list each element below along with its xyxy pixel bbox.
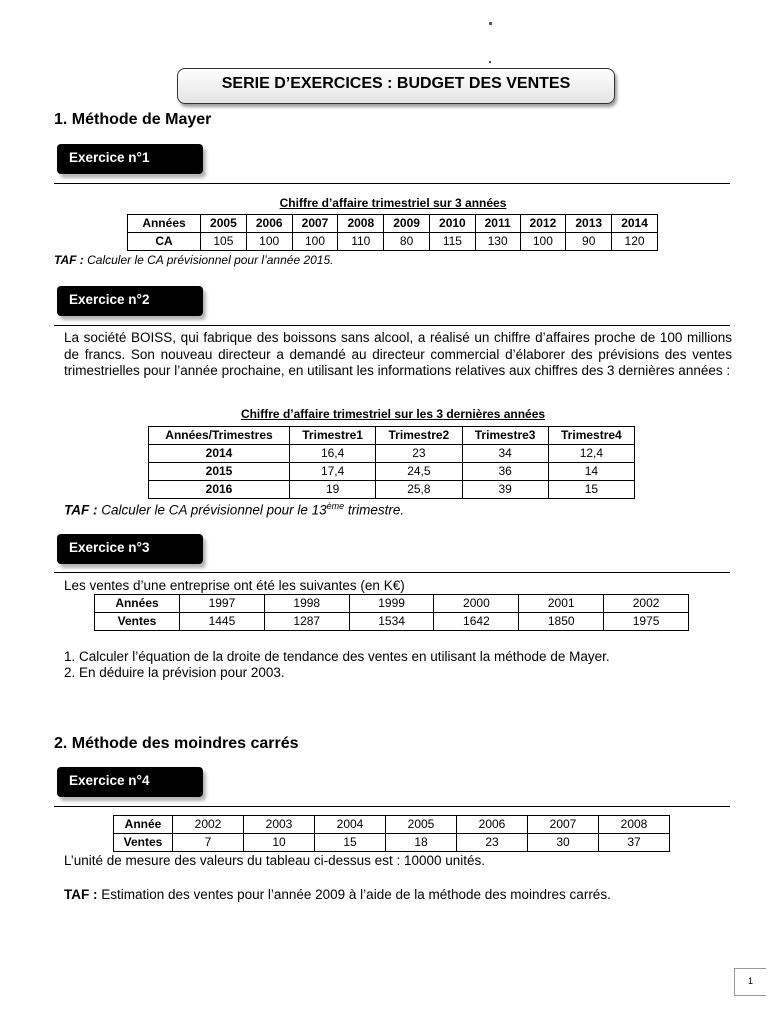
table-cell: 12,4 [548, 445, 634, 463]
table-cell: 25,8 [376, 481, 462, 499]
table-cell: 16,4 [290, 445, 376, 463]
exercise-3-question-2: 2. En déduire la prévision pour 2003. [64, 665, 285, 680]
table-cell: 2007 [292, 215, 338, 233]
table-cell: Trimestre3 [462, 427, 548, 445]
table-row [114, 834, 670, 852]
exercise-2-table-caption: Chiffre d’affaire trimestriel sur les 3 dernières années [240, 407, 546, 421]
taf-text-end: trimestre. [344, 502, 405, 518]
exercise-3-table [94, 594, 689, 631]
table-cell: Année [114, 816, 173, 834]
page-number: 1 [734, 968, 766, 996]
table-cell: 2015 [149, 463, 290, 481]
table-cell: 2001 [519, 595, 604, 613]
taf-label: TAF : [64, 502, 98, 518]
table-cell: 2014 [149, 445, 290, 463]
table-cell: 2008 [338, 215, 384, 233]
table-cell: 1534 [349, 613, 434, 631]
table-cell: Années/Trimestres [149, 427, 290, 445]
table-cell: 130 [475, 233, 520, 251]
exercise-1-table [127, 214, 658, 251]
table-cell: 7 [173, 834, 244, 852]
table-cell: 39 [462, 481, 548, 499]
section-heading-mayer: 1. Méthode de Mayer [54, 111, 212, 128]
table-row [149, 463, 635, 481]
table-cell: 2008 [599, 816, 670, 834]
taf-text: Calculer le CA prévisionnel pour le 13 [101, 502, 327, 518]
table-cell: Ventes [95, 613, 180, 631]
table-cell: 36 [462, 463, 548, 481]
table-row [149, 445, 635, 463]
table-cell: 15 [315, 834, 386, 852]
page-title: SERIE D’EXERCICES : BUDGET DES VENTES [177, 68, 615, 104]
table-cell: 2006 [246, 215, 292, 233]
exercise-2-task [64, 501, 404, 518]
table-cell: 2002 [173, 816, 244, 834]
decorative-mark [489, 61, 491, 63]
table-row [149, 481, 635, 499]
table-cell: 2000 [434, 595, 519, 613]
taf-text: Calculer le CA prévisionnel pour l’année 2015. [87, 253, 334, 267]
section-heading-least-squares: 2. Méthode des moindres carrés [54, 735, 299, 752]
table-cell: 80 [384, 233, 430, 251]
table-cell: 23 [376, 445, 462, 463]
table-cell: 1997 [180, 595, 265, 613]
table-cell: 2005 [386, 816, 457, 834]
divider [54, 572, 730, 573]
table-cell: 115 [429, 233, 475, 251]
divider [54, 183, 730, 184]
table-cell: 30 [528, 834, 599, 852]
table-cell: 2002 [604, 595, 689, 613]
table-row [149, 427, 635, 445]
table-cell: 15 [548, 481, 634, 499]
exercise-3-badge: Exercice n°3 [57, 534, 203, 564]
table-cell: 1850 [519, 613, 604, 631]
table-cell: 1445 [180, 613, 265, 631]
table-row [114, 816, 670, 834]
decorative-mark [489, 22, 492, 25]
table-cell: 120 [612, 233, 658, 251]
table-cell: 34 [462, 445, 548, 463]
table-cell: Années [95, 595, 180, 613]
table-cell: 10 [244, 834, 315, 852]
table-cell: 1642 [434, 613, 519, 631]
exercise-3-intro: Les ventes d’une entreprise ont été les suivantes (en K€) [64, 578, 405, 593]
table-cell: Trimestre1 [290, 427, 376, 445]
exercise-4-table [113, 815, 670, 852]
table-cell: 2009 [384, 215, 430, 233]
table-cell: 2010 [429, 215, 475, 233]
table-cell: 105 [201, 233, 247, 251]
table-cell: Trimestre2 [376, 427, 462, 445]
table-cell: 14 [548, 463, 634, 481]
table-cell: 100 [292, 233, 338, 251]
table-cell: 19 [290, 481, 376, 499]
table-cell: 1287 [264, 613, 349, 631]
table-cell: 2003 [244, 816, 315, 834]
table-cell: 37 [599, 834, 670, 852]
table-cell: 24,5 [376, 463, 462, 481]
exercise-2-badge: Exercice n°2 [57, 286, 203, 316]
table-cell: 2016 [149, 481, 290, 499]
exercise-4-note: L’unité de mesure des valeurs du tableau ci-dessus est : 10000 unités. [64, 853, 486, 868]
table-cell: 2011 [475, 215, 520, 233]
table-cell: 2013 [566, 215, 612, 233]
exercise-4-task [64, 887, 611, 903]
taf-label: TAF : [54, 253, 84, 267]
table-cell: 17,4 [290, 463, 376, 481]
table-cell: 18 [386, 834, 457, 852]
table-cell: Ventes [114, 834, 173, 852]
table-cell: 1998 [264, 595, 349, 613]
exercise-2-paragraph: La société BOISS, qui fabrique des boissons sans alcool, a réalisé un chiffre d’affaires proche de 100 millions de francs. Son nouveau directeur a demandé au directeur commercial d’élaborer des prévisions des ventes trimestrielles pour l’année prochaine, en utilisant les informations relatives aux chiffres des 3 dernières années : [64, 330, 732, 378]
table-row [128, 215, 658, 233]
table-cell: 1975 [604, 613, 689, 631]
table-row [128, 233, 658, 251]
table-cell: 23 [457, 834, 528, 852]
table-cell: 2014 [612, 215, 658, 233]
exercise-1-badge: Exercice n°1 [57, 144, 203, 174]
taf-label: TAF : [64, 887, 98, 902]
table-cell: 2005 [201, 215, 247, 233]
table-cell: 90 [566, 233, 612, 251]
table-cell: 100 [520, 233, 566, 251]
divider [54, 806, 730, 807]
table-cell: 2004 [315, 816, 386, 834]
table-cell: 2007 [528, 816, 599, 834]
table-cell: 2012 [520, 215, 566, 233]
exercise-2-table [148, 426, 635, 499]
table-cell: 1999 [349, 595, 434, 613]
exercise-4-badge: Exercice n°4 [57, 767, 203, 797]
taf-superscript: ème [326, 501, 345, 511]
table-cell: 2006 [457, 816, 528, 834]
table-cell: Trimestre4 [548, 427, 634, 445]
divider [54, 325, 730, 326]
table-cell: 110 [338, 233, 384, 251]
exercise-1-task [54, 253, 333, 267]
table-cell: CA [128, 233, 201, 251]
taf-text: Estimation des ventes pour l’année 2009 à l’aide de la méthode des moindres carrés. [101, 887, 611, 902]
table-row [95, 613, 689, 631]
table-cell: Années [128, 215, 201, 233]
exercise-1-table-caption: Chiffre d’affaire trimestriel sur 3 années [279, 196, 507, 210]
exercise-3-question-1: 1. Calculer l’équation de la droite de tendance des ventes en utilisant la méthode de Mayer. [64, 649, 610, 664]
table-cell: 100 [246, 233, 292, 251]
table-row [95, 595, 689, 613]
